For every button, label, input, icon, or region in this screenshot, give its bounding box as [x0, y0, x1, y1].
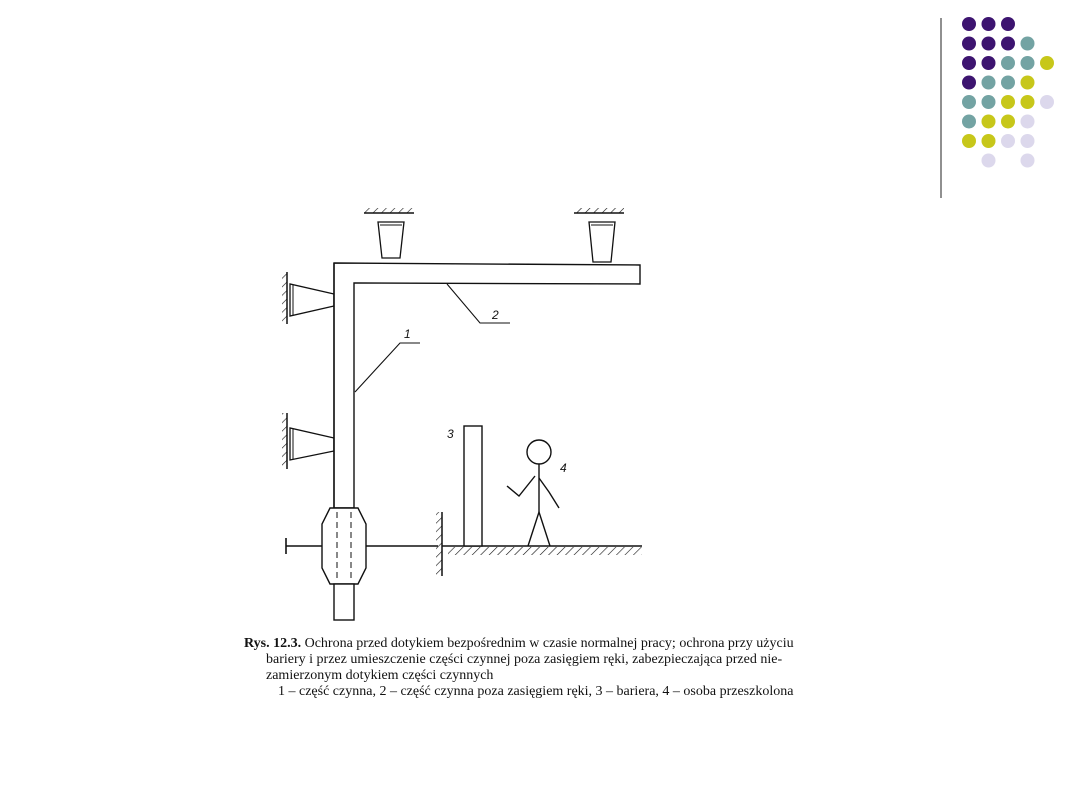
caption-line-2: bariery i przez umieszczenie części czynnej poza zasięgiem ręki, zabezpieczająca przed nie-: [266, 652, 783, 667]
decorative-dot: [1021, 134, 1035, 148]
decorative-dot: [1001, 95, 1015, 109]
decorative-dot: [962, 56, 976, 70]
decorative-dot: [982, 37, 996, 51]
decorative-dot: [982, 115, 996, 129]
caption-prefix: Rys. 12.3.: [244, 636, 302, 651]
decorative-dot: [1001, 115, 1015, 129]
decorative-dot: [1040, 56, 1054, 70]
wall-mount-lower: [282, 413, 334, 469]
caption-line-3: zamierzonym dotykiem części czynnych: [266, 668, 494, 683]
wall-mount-upper: [282, 272, 334, 324]
decorative-dot: [1001, 56, 1015, 70]
decorative-dot: [1001, 76, 1015, 90]
decorative-dot: [982, 95, 996, 109]
decorative-dot: [982, 134, 996, 148]
caption-line-1: [244, 636, 794, 651]
caption-legend: 1 – część czynna, 2 – część czynna poza zasięgiem ręki, 3 – bariera, 4 – osoba przeszkolona: [278, 684, 794, 699]
live-part-conductor: [286, 263, 640, 620]
decorative-dot: [962, 115, 976, 129]
decorative-dot: [962, 134, 976, 148]
decorative-dot: [962, 76, 976, 90]
decorative-dot: [1021, 76, 1035, 90]
decorative-dot: [982, 154, 996, 168]
ceiling-mount-right: [574, 208, 624, 262]
figure-caption: [244, 636, 844, 700]
decorative-dot: [1021, 115, 1035, 129]
decorative-dot: [1001, 37, 1015, 51]
decorative-dot-grid: [0, 0, 1080, 210]
ceiling-mount-left: [364, 208, 414, 258]
decorative-dot: [1001, 17, 1015, 31]
decorative-dot: [1021, 56, 1035, 70]
decorative-dot: [1021, 95, 1035, 109]
barrier: [464, 426, 482, 546]
trained-person-figure: [507, 440, 559, 546]
decorative-dot: [982, 76, 996, 90]
decorative-dot: [962, 37, 976, 51]
decorative-dot: [1040, 95, 1054, 109]
decorative-dot: [962, 95, 976, 109]
decorative-dot: [962, 17, 976, 31]
decorative-dot: [982, 56, 996, 70]
decorative-dot: [1021, 154, 1035, 168]
decorative-dot: [1001, 134, 1015, 148]
label-part-4: 4: [560, 461, 567, 475]
caption-text-1: Ochrona przed dotykiem bezpośrednim w czasie normalnej pracy; ochrona przy użyciu: [304, 636, 794, 651]
label-part-3: 3: [447, 427, 454, 441]
decorative-dot: [982, 17, 996, 31]
label-leaders: [355, 284, 510, 392]
label-part-1: 1: [404, 327, 411, 341]
decorative-dot: [1021, 37, 1035, 51]
label-part-2: 2: [492, 308, 499, 322]
protection-diagram: [236, 190, 656, 630]
